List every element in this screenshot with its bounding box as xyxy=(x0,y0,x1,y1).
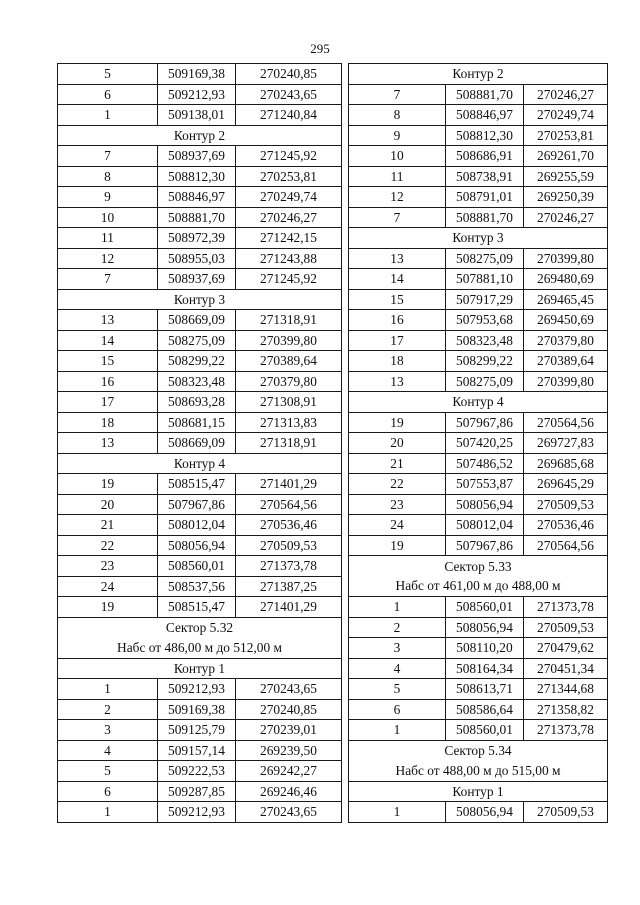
sector-header-cell xyxy=(349,740,608,781)
table-row xyxy=(349,330,608,351)
point-number-cell: 13 xyxy=(349,248,446,269)
point-number-cell: 6 xyxy=(58,84,158,105)
point-number-cell: 9 xyxy=(58,187,158,208)
x-coordinate-cell: 509169,38 xyxy=(158,699,236,720)
table-row xyxy=(58,474,342,495)
table-row xyxy=(349,207,608,228)
y-coordinate-cell: 271373,78 xyxy=(236,556,342,577)
x-coordinate-cell: 509212,93 xyxy=(158,84,236,105)
table-row xyxy=(349,269,608,290)
table-row xyxy=(349,371,608,392)
x-coordinate-cell: 507486,52 xyxy=(446,453,524,474)
point-number-cell: 7 xyxy=(58,269,158,290)
table-row xyxy=(349,310,608,331)
sector-header-row xyxy=(349,556,608,597)
x-coordinate-cell: 507420,25 xyxy=(446,433,524,454)
table-row xyxy=(349,84,608,105)
x-coordinate-cell: 507967,86 xyxy=(446,535,524,556)
table-row xyxy=(58,515,342,536)
x-coordinate-cell: 507953,68 xyxy=(446,310,524,331)
sector-title: Сектор 5.32 xyxy=(165,620,234,636)
contour-title: Контур 4 xyxy=(58,453,342,474)
contour-title: Контур 4 xyxy=(349,392,608,413)
y-coordinate-cell: 270536,46 xyxy=(236,515,342,536)
point-number-cell: 2 xyxy=(58,699,158,720)
table-row xyxy=(349,187,608,208)
sector-height-range: Набс от 486,00 м до 512,00 м xyxy=(117,639,282,655)
x-coordinate-cell: 508937,69 xyxy=(158,146,236,167)
table-row xyxy=(349,494,608,515)
table-row xyxy=(58,556,342,577)
point-number-cell: 11 xyxy=(349,166,446,187)
contour-header-row xyxy=(349,392,608,413)
y-coordinate-cell: 271344,68 xyxy=(524,679,608,700)
table-row xyxy=(58,269,342,290)
point-number-cell: 20 xyxy=(58,494,158,515)
y-coordinate-cell: 271387,25 xyxy=(236,576,342,597)
y-coordinate-cell: 270399,80 xyxy=(236,330,342,351)
y-coordinate-cell: 269261,70 xyxy=(524,146,608,167)
sector-header-row xyxy=(58,617,342,658)
table-row xyxy=(349,289,608,310)
x-coordinate-cell: 508110,20 xyxy=(446,638,524,659)
x-coordinate-cell: 508738,91 xyxy=(446,166,524,187)
y-coordinate-cell: 271373,78 xyxy=(524,720,608,741)
point-number-cell: 11 xyxy=(58,228,158,249)
y-coordinate-cell: 271245,92 xyxy=(236,269,342,290)
table-row xyxy=(349,453,608,474)
x-coordinate-cell: 507967,86 xyxy=(158,494,236,515)
y-coordinate-cell: 270479,62 xyxy=(524,638,608,659)
y-coordinate-cell: 270509,53 xyxy=(524,802,608,823)
table-row xyxy=(349,351,608,372)
point-number-cell: 23 xyxy=(349,494,446,515)
y-coordinate-cell: 270249,74 xyxy=(236,187,342,208)
table-row xyxy=(349,597,608,618)
table-row xyxy=(349,720,608,741)
x-coordinate-cell: 508812,30 xyxy=(158,166,236,187)
contour-header-row xyxy=(58,453,342,474)
table-row xyxy=(58,576,342,597)
table-row xyxy=(349,658,608,679)
contour-header-row xyxy=(349,228,608,249)
y-coordinate-cell: 270399,80 xyxy=(524,248,608,269)
table-row xyxy=(349,433,608,454)
y-coordinate-cell: 270253,81 xyxy=(236,166,342,187)
x-coordinate-cell: 507917,29 xyxy=(446,289,524,310)
point-number-cell: 1 xyxy=(349,597,446,618)
table-row xyxy=(349,125,608,146)
point-number-cell: 18 xyxy=(349,351,446,372)
x-coordinate-cell: 508669,09 xyxy=(158,310,236,331)
x-coordinate-cell: 508323,48 xyxy=(446,330,524,351)
x-coordinate-cell: 508812,30 xyxy=(446,125,524,146)
point-number-cell: 24 xyxy=(349,515,446,536)
table-row xyxy=(58,64,342,85)
y-coordinate-cell: 271358,82 xyxy=(524,699,608,720)
table-row xyxy=(58,781,342,802)
y-coordinate-cell: 270509,53 xyxy=(524,494,608,515)
point-number-cell: 21 xyxy=(58,515,158,536)
table-row xyxy=(58,228,342,249)
table-row xyxy=(349,699,608,720)
table-row xyxy=(349,802,608,823)
y-coordinate-cell: 269242,27 xyxy=(236,761,342,782)
table-row xyxy=(58,412,342,433)
sector-header-cell xyxy=(349,556,608,597)
point-number-cell: 8 xyxy=(349,105,446,126)
table-row xyxy=(58,392,342,413)
table-row xyxy=(58,330,342,351)
contour-header-row xyxy=(58,658,342,679)
contour-title: Контур 1 xyxy=(349,781,608,802)
y-coordinate-cell: 269250,39 xyxy=(524,187,608,208)
x-coordinate-cell: 509212,93 xyxy=(158,802,236,823)
table-row xyxy=(58,207,342,228)
point-number-cell: 10 xyxy=(349,146,446,167)
x-coordinate-cell: 508613,71 xyxy=(446,679,524,700)
x-coordinate-cell: 508881,70 xyxy=(158,207,236,228)
contour-title: Контур 3 xyxy=(349,228,608,249)
table-row xyxy=(58,699,342,720)
y-coordinate-cell: 270253,81 xyxy=(524,125,608,146)
x-coordinate-cell: 508560,01 xyxy=(446,597,524,618)
x-coordinate-cell: 508275,09 xyxy=(446,248,524,269)
point-number-cell: 3 xyxy=(349,638,446,659)
point-number-cell: 5 xyxy=(349,679,446,700)
x-coordinate-cell: 507881,10 xyxy=(446,269,524,290)
x-coordinate-cell: 508299,22 xyxy=(446,351,524,372)
table-row xyxy=(58,105,342,126)
x-coordinate-cell: 508515,47 xyxy=(158,597,236,618)
left-coordinates-table xyxy=(57,63,342,823)
table-row xyxy=(349,535,608,556)
x-coordinate-cell: 508937,69 xyxy=(158,269,236,290)
sector-header-cell xyxy=(58,617,342,658)
y-coordinate-cell: 270389,64 xyxy=(236,351,342,372)
y-coordinate-cell: 269246,46 xyxy=(236,781,342,802)
x-coordinate-cell: 508846,97 xyxy=(158,187,236,208)
contour-title: Контур 1 xyxy=(58,658,342,679)
point-number-cell: 19 xyxy=(349,535,446,556)
table-row xyxy=(58,84,342,105)
y-coordinate-cell: 270451,34 xyxy=(524,658,608,679)
x-coordinate-cell: 508791,01 xyxy=(446,187,524,208)
point-number-cell: 7 xyxy=(349,207,446,228)
y-coordinate-cell: 270564,56 xyxy=(524,412,608,433)
point-number-cell: 24 xyxy=(58,576,158,597)
x-coordinate-cell: 508056,94 xyxy=(446,617,524,638)
point-number-cell: 13 xyxy=(58,310,158,331)
table-row xyxy=(58,761,342,782)
point-number-cell: 22 xyxy=(58,535,158,556)
x-coordinate-cell: 508275,09 xyxy=(158,330,236,351)
x-coordinate-cell: 508012,04 xyxy=(446,515,524,536)
x-coordinate-cell: 508275,09 xyxy=(446,371,524,392)
right-coordinates-table-wrapper xyxy=(348,63,608,823)
y-coordinate-cell: 271401,29 xyxy=(236,474,342,495)
point-number-cell: 22 xyxy=(349,474,446,495)
point-number-cell: 12 xyxy=(349,187,446,208)
y-coordinate-cell: 271242,15 xyxy=(236,228,342,249)
table-row xyxy=(349,638,608,659)
y-coordinate-cell: 270243,65 xyxy=(236,84,342,105)
y-coordinate-cell: 269645,29 xyxy=(524,474,608,495)
y-coordinate-cell: 270239,01 xyxy=(236,720,342,741)
y-coordinate-cell: 269450,69 xyxy=(524,310,608,331)
table-row xyxy=(58,679,342,700)
table-row xyxy=(58,802,342,823)
x-coordinate-cell: 509222,53 xyxy=(158,761,236,782)
x-coordinate-cell: 508972,39 xyxy=(158,228,236,249)
point-number-cell: 14 xyxy=(349,269,446,290)
y-coordinate-cell: 270389,64 xyxy=(524,351,608,372)
point-number-cell: 4 xyxy=(349,658,446,679)
x-coordinate-cell: 508299,22 xyxy=(158,351,236,372)
table-row xyxy=(58,146,342,167)
x-coordinate-cell: 509169,38 xyxy=(158,64,236,85)
y-coordinate-cell: 271245,92 xyxy=(236,146,342,167)
x-coordinate-cell: 509125,79 xyxy=(158,720,236,741)
y-coordinate-cell: 269239,50 xyxy=(236,740,342,761)
x-coordinate-cell: 508537,56 xyxy=(158,576,236,597)
table-row xyxy=(349,166,608,187)
point-number-cell: 7 xyxy=(349,84,446,105)
x-coordinate-cell: 507553,87 xyxy=(446,474,524,495)
point-number-cell: 15 xyxy=(58,351,158,372)
y-coordinate-cell: 269465,45 xyxy=(524,289,608,310)
y-coordinate-cell: 270246,27 xyxy=(236,207,342,228)
x-coordinate-cell: 508056,94 xyxy=(158,535,236,556)
x-coordinate-cell: 507967,86 xyxy=(446,412,524,433)
x-coordinate-cell: 509212,93 xyxy=(158,679,236,700)
x-coordinate-cell: 508586,64 xyxy=(446,699,524,720)
x-coordinate-cell: 508056,94 xyxy=(446,494,524,515)
y-coordinate-cell: 271318,91 xyxy=(236,433,342,454)
y-coordinate-cell: 270243,65 xyxy=(236,679,342,700)
point-number-cell: 2 xyxy=(349,617,446,638)
table-row xyxy=(58,433,342,454)
point-number-cell: 14 xyxy=(58,330,158,351)
table-row xyxy=(58,187,342,208)
x-coordinate-cell: 509157,14 xyxy=(158,740,236,761)
point-number-cell: 7 xyxy=(58,146,158,167)
x-coordinate-cell: 508846,97 xyxy=(446,105,524,126)
table-row xyxy=(349,515,608,536)
sector-height-range: Набс от 488,00 м до 515,00 м xyxy=(395,762,561,778)
y-coordinate-cell: 271243,88 xyxy=(236,248,342,269)
page-number: 295 xyxy=(310,41,330,56)
x-coordinate-cell: 508323,48 xyxy=(158,371,236,392)
sector-height-range: Набс от 461,00 м до 488,00 м xyxy=(395,578,561,593)
point-number-cell: 1 xyxy=(58,679,158,700)
point-number-cell: 19 xyxy=(58,597,158,618)
point-number-cell: 19 xyxy=(349,412,446,433)
y-coordinate-cell: 269255,59 xyxy=(524,166,608,187)
contour-header-row xyxy=(349,64,608,85)
point-number-cell: 12 xyxy=(58,248,158,269)
point-number-cell: 6 xyxy=(58,781,158,802)
point-number-cell: 8 xyxy=(58,166,158,187)
x-coordinate-cell: 509138,01 xyxy=(158,105,236,126)
point-number-cell: 16 xyxy=(58,371,158,392)
y-coordinate-cell: 269727,83 xyxy=(524,433,608,454)
y-coordinate-cell: 271373,78 xyxy=(524,597,608,618)
sector-header-row xyxy=(349,740,608,781)
point-number-cell: 9 xyxy=(349,125,446,146)
point-number-cell: 10 xyxy=(58,207,158,228)
point-number-cell: 5 xyxy=(58,64,158,85)
y-coordinate-cell: 269480,69 xyxy=(524,269,608,290)
y-coordinate-cell: 271401,29 xyxy=(236,597,342,618)
point-number-cell: 16 xyxy=(349,310,446,331)
point-number-cell: 17 xyxy=(58,392,158,413)
table-row xyxy=(58,248,342,269)
contour-title: Контур 3 xyxy=(58,289,342,310)
y-coordinate-cell: 270509,53 xyxy=(524,617,608,638)
table-row xyxy=(58,535,342,556)
point-number-cell: 19 xyxy=(58,474,158,495)
contour-header-row xyxy=(58,125,342,146)
contour-header-row xyxy=(58,289,342,310)
point-number-cell: 1 xyxy=(349,802,446,823)
x-coordinate-cell: 508164,34 xyxy=(446,658,524,679)
y-coordinate-cell: 270240,85 xyxy=(236,699,342,720)
x-coordinate-cell: 508955,03 xyxy=(158,248,236,269)
y-coordinate-cell: 270379,80 xyxy=(524,330,608,351)
point-number-cell: 15 xyxy=(349,289,446,310)
table-row xyxy=(349,617,608,638)
table-row xyxy=(349,146,608,167)
y-coordinate-cell: 270399,80 xyxy=(524,371,608,392)
table-row xyxy=(58,720,342,741)
sector-title: Сектор 5.34 xyxy=(444,743,512,759)
point-number-cell: 21 xyxy=(349,453,446,474)
point-number-cell: 20 xyxy=(349,433,446,454)
contour-title: Контур 2 xyxy=(58,125,342,146)
y-coordinate-cell: 271318,91 xyxy=(236,310,342,331)
x-coordinate-cell: 508560,01 xyxy=(446,720,524,741)
y-coordinate-cell: 270379,80 xyxy=(236,371,342,392)
table-row xyxy=(58,351,342,372)
x-coordinate-cell: 508012,04 xyxy=(158,515,236,536)
point-number-cell: 4 xyxy=(58,740,158,761)
y-coordinate-cell: 270246,27 xyxy=(524,84,608,105)
table-row xyxy=(349,105,608,126)
point-number-cell: 1 xyxy=(349,720,446,741)
y-coordinate-cell: 270509,53 xyxy=(236,535,342,556)
y-coordinate-cell: 271240,84 xyxy=(236,105,342,126)
table-row xyxy=(349,248,608,269)
y-coordinate-cell: 270240,85 xyxy=(236,64,342,85)
contour-header-row xyxy=(349,781,608,802)
y-coordinate-cell: 270564,56 xyxy=(524,535,608,556)
point-number-cell: 1 xyxy=(58,105,158,126)
y-coordinate-cell: 271313,83 xyxy=(236,412,342,433)
table-row xyxy=(349,474,608,495)
table-row xyxy=(58,310,342,331)
table-row xyxy=(58,494,342,515)
x-coordinate-cell: 508515,47 xyxy=(158,474,236,495)
table-row xyxy=(58,166,342,187)
point-number-cell: 13 xyxy=(58,433,158,454)
point-number-cell: 18 xyxy=(58,412,158,433)
x-coordinate-cell: 508056,94 xyxy=(446,802,524,823)
x-coordinate-cell: 508881,70 xyxy=(446,207,524,228)
x-coordinate-cell: 508669,09 xyxy=(158,433,236,454)
left-coordinates-table-wrapper xyxy=(57,63,342,823)
y-coordinate-cell: 270564,56 xyxy=(236,494,342,515)
x-coordinate-cell: 508693,28 xyxy=(158,392,236,413)
x-coordinate-cell: 508686,91 xyxy=(446,146,524,167)
table-row xyxy=(58,740,342,761)
y-coordinate-cell: 270249,74 xyxy=(524,105,608,126)
table-row xyxy=(349,412,608,433)
y-coordinate-cell: 270536,46 xyxy=(524,515,608,536)
point-number-cell: 1 xyxy=(58,802,158,823)
y-coordinate-cell: 270243,65 xyxy=(236,802,342,823)
point-number-cell: 13 xyxy=(349,371,446,392)
contour-title: Контур 2 xyxy=(349,64,608,85)
x-coordinate-cell: 508681,15 xyxy=(158,412,236,433)
table-row xyxy=(349,679,608,700)
y-coordinate-cell: 270246,27 xyxy=(524,207,608,228)
x-coordinate-cell: 508881,70 xyxy=(446,84,524,105)
point-number-cell: 23 xyxy=(58,556,158,577)
x-coordinate-cell: 508560,01 xyxy=(158,556,236,577)
x-coordinate-cell: 509287,85 xyxy=(158,781,236,802)
point-number-cell: 5 xyxy=(58,761,158,782)
table-row xyxy=(58,597,342,618)
y-coordinate-cell: 269685,68 xyxy=(524,453,608,474)
table-row xyxy=(58,371,342,392)
right-coordinates-table xyxy=(348,63,608,823)
point-number-cell: 17 xyxy=(349,330,446,351)
sector-title: Сектор 5.33 xyxy=(444,558,512,574)
point-number-cell: 6 xyxy=(349,699,446,720)
point-number-cell: 3 xyxy=(58,720,158,741)
y-coordinate-cell: 271308,91 xyxy=(236,392,342,413)
